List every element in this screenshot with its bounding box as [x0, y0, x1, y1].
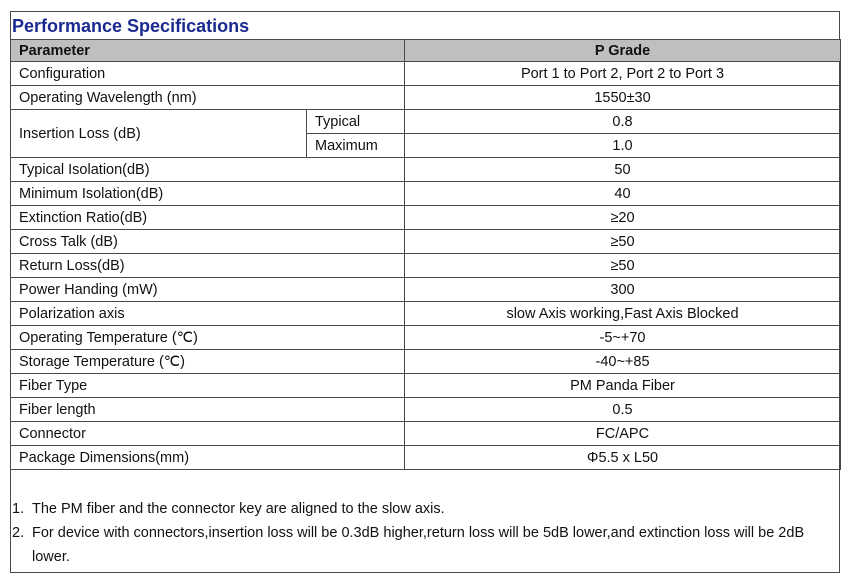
table-row	[11, 350, 841, 374]
row-value: 1.0	[405, 134, 841, 158]
row-label: Operating Wavelength (nm)	[11, 86, 405, 110]
note-item	[10, 521, 840, 569]
row-label: Polarization axis	[11, 302, 405, 326]
row-label: Package Dimensions(mm)	[11, 446, 405, 470]
table-row	[11, 230, 841, 254]
row-value: 50	[405, 158, 841, 182]
row-label: Fiber Type	[11, 374, 405, 398]
row-value: ≥20	[405, 206, 841, 230]
note-number: 1.	[12, 501, 25, 517]
row-value: PM Panda Fiber	[405, 374, 841, 398]
row-value: 0.8	[405, 110, 841, 134]
notes-list	[10, 497, 840, 569]
row-sublabel: Maximum	[307, 134, 405, 158]
header-parameter: Parameter	[11, 40, 405, 62]
header-grade: P Grade	[405, 40, 841, 62]
row-label: Power Handing (mW)	[11, 278, 405, 302]
row-value: 40	[405, 182, 841, 206]
row-value: Port 1 to Port 2, Port 2 to Port 3	[405, 62, 841, 86]
row-value: ≥50	[405, 230, 841, 254]
table-row	[11, 302, 841, 326]
table-row	[11, 110, 841, 134]
table-row	[11, 254, 841, 278]
row-value: ≥50	[405, 254, 841, 278]
row-value: FC/APC	[405, 422, 841, 446]
table-row	[11, 206, 841, 230]
note-item	[10, 497, 840, 521]
table-row	[11, 182, 841, 206]
row-label: Typical Isolation(dB)	[11, 158, 405, 182]
row-sublabel: Typical	[307, 110, 405, 134]
note-text: The PM fiber and the connector key are aligned to the slow axis.	[32, 501, 445, 517]
row-value: 0.5	[405, 398, 841, 422]
note-number: 2.	[12, 525, 25, 541]
table-row	[11, 158, 841, 182]
page-title: Performance Specifications	[12, 16, 250, 36]
table-row	[11, 446, 841, 470]
row-value: 300	[405, 278, 841, 302]
table-row	[11, 62, 841, 86]
row-label: Connector	[11, 422, 405, 446]
row-value: slow Axis working,Fast Axis Blocked	[405, 302, 841, 326]
table-row	[11, 326, 841, 350]
table-row	[11, 278, 841, 302]
note-text: For device with connectors,insertion loss will be 0.3dB higher,return loss will be 5dB lower,and extinction loss will be 2dB lower.	[32, 525, 805, 565]
table-row	[11, 86, 841, 110]
spec-table	[10, 39, 841, 470]
row-label: Return Loss(dB)	[11, 254, 405, 278]
row-value: 1550±30	[405, 86, 841, 110]
row-label: Insertion Loss (dB)	[11, 110, 307, 158]
row-label: Cross Talk (dB)	[11, 230, 405, 254]
table-row	[11, 374, 841, 398]
row-label: Fiber length	[11, 398, 405, 422]
row-label: Minimum Isolation(dB)	[11, 182, 405, 206]
row-label: Extinction Ratio(dB)	[11, 206, 405, 230]
row-value: -40~+85	[405, 350, 841, 374]
row-value: Φ5.5 x L50	[405, 446, 841, 470]
table-header-row	[11, 40, 841, 62]
row-value: -5~+70	[405, 326, 841, 350]
row-label: Configuration	[11, 62, 405, 86]
table-row	[11, 398, 841, 422]
table-row	[11, 422, 841, 446]
row-label: Operating Temperature (℃)	[11, 326, 405, 350]
row-label: Storage Temperature (℃)	[11, 350, 405, 374]
